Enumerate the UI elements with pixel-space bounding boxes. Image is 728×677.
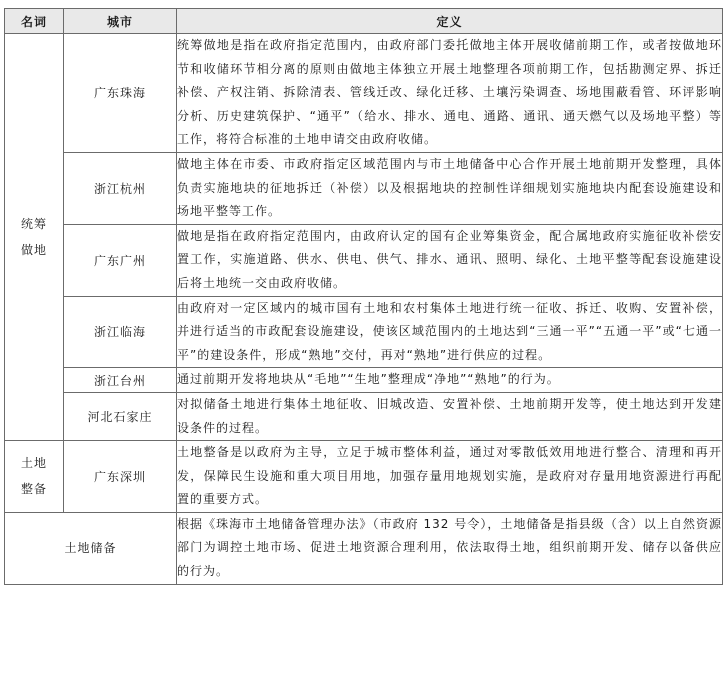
definition-cell: 对拟储备土地进行集体土地征收、旧城改造、安置补偿、土地前期开发等，使土地达到开发建设条件的过程。: [177, 392, 723, 440]
table-row: [5, 224, 723, 296]
city-cell: 广东广州: [64, 224, 177, 296]
definition-cell: 做地是指在政府指定范围内，由政府认定的国有企业筹集资金，配合属地政府实施征收补偿安置工作，实施道路、供水、供电、供气、排水、通讯、照明、绿化、土地平整等配套设施建设后将土地统一交由政府收储。: [177, 224, 723, 296]
term-line: 做地: [20, 243, 47, 258]
definition-cell: 土地整备是以政府为主导，立足于城市整体利益，通过对零散低效用地进行整合、清理和再开发，保障民生设施和重大项目用地，加强存量用地规划实施，是政府对存量用地资源进行再配置的重要方式。: [177, 441, 723, 513]
table-row: [5, 441, 723, 513]
table-row: [5, 512, 723, 584]
term-line: 统筹: [20, 217, 47, 232]
definition-cell: 由政府对一定区域内的城市国有土地和农村集体土地进行统一征收、拆迁、收购、安置补偿，并进行适当的市政配套设施建设，使该区域范围内的土地达到“三通一平”“五通一平”或“七通一平”的建设条件，形成“熟地”交付，再对“熟地”进行供应的过程。: [177, 296, 723, 368]
definition-cell: 通过前期开发将地块从“毛地”“生地”整理成“净地”“熟地”的行为。: [177, 368, 723, 393]
definition-cell: 做地主体在市委、市政府指定区域范围内与市土地储备中心合作开展土地前期开发整理，具体负责实施地块的征地拆迁（补偿）以及根据地块的控制性详细规划实施地块内配套设施建设和场地平整等工作。: [177, 152, 723, 224]
term-cell-tudi-zhengbei: [5, 441, 64, 513]
term-cell-tudi-chubei: 土地储备: [5, 512, 177, 584]
table-row: [5, 368, 723, 393]
definition-cell: 统筹做地是指在政府指定范围内，由政府部门委托做地主体开展收储前期工作，或者按做地环节和收储环节相分离的原则由做地主体独立开展土地整理各项前期工作，包括勘测定界、拆迁补偿、产权注销、拆除清表、管线迁改、绿化迁移、土壤污染调查、场地围蔽看管、环评影响分析、历史建筑保护、“通平”（给水、排水、通电、通路、通讯、通天燃气以及场地平整）等工作，将符合标准的土地申请交由政府收储。: [177, 34, 723, 153]
city-cell: 浙江台州: [64, 368, 177, 393]
term-line: 整备: [20, 482, 47, 497]
city-cell: 浙江杭州: [64, 152, 177, 224]
header-term: 名词: [5, 9, 64, 34]
header-row: [5, 9, 723, 34]
definition-cell: 根据《珠海市土地储备管理办法》（市政府 132 号令），土地储备是指县级（含）以上自然资源部门为调控土地市场、促进土地资源合理利用，依法取得土地，组织前期开发、储存以备供应的行为。: [177, 512, 723, 584]
city-cell: 广东珠海: [64, 34, 177, 153]
table-row: [5, 296, 723, 368]
table-row: [5, 152, 723, 224]
definitions-table: [4, 8, 723, 585]
header-definition: 定义: [177, 9, 723, 34]
table-row: [5, 34, 723, 153]
city-cell: 广东深圳: [64, 441, 177, 513]
city-cell: 浙江临海: [64, 296, 177, 368]
term-line: 土地: [20, 456, 47, 471]
table-row: [5, 392, 723, 440]
term-cell-tongchou-zuodi: [5, 34, 64, 441]
header-city: 城市: [64, 9, 177, 34]
city-cell: 河北石家庄: [64, 392, 177, 440]
